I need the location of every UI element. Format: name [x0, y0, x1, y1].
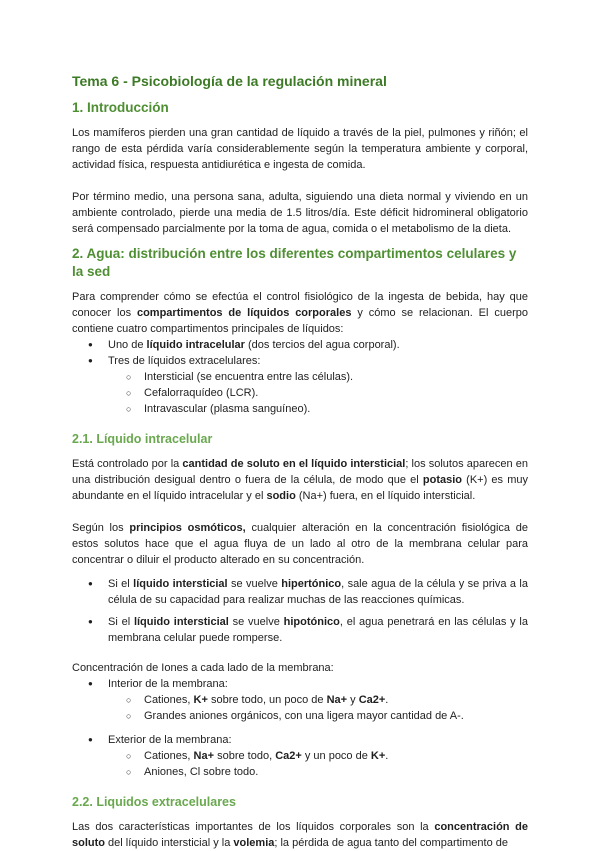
sub-list — [72, 748, 528, 780]
list-item: ● Exterior de la membrana: — [72, 732, 528, 748]
sub-list — [72, 692, 528, 724]
paragraph: Las dos características importantes de los líquidos corporales son la concentración de soluto del líquido intersticial y la volemia; la pérdida de agua tanto del compartimento de — [72, 821, 529, 849]
bullet-list — [72, 337, 528, 369]
paragraph: Por término medio, una persona sana, adulta, siguiendo una dieta normal y viviendo en un ambiente controlado, pierde una media de 1.5 litros/día. Este déficit hidromineral obligatorio será compensado parcialmente por la toma de agua, comida o el metabolismo de la dieta. — [72, 191, 528, 235]
list-item: ● Si el líquido intersticial se vuelve hipertónico, sale agua de la célula y se priva a la célula de su capacidad para realizar muchas de las reacciones químicas. — [72, 576, 528, 608]
subsection-heading-extracelulares: 2.2. Liquidos extracelulares — [72, 795, 236, 809]
list-item: ○ Grandes aniones orgánicos, con una ligera mayor cantidad de A-. — [72, 708, 528, 724]
sub-list — [72, 369, 528, 417]
paragraph: Según los principios osmóticos, cualquier alteración en la concentración fisiológica de estos solutos hace que el agua fluya de un lado al otro de la membrana celular para concentrar o diluir el producto alterado en su concentración. — [72, 522, 529, 566]
bullet-list — [72, 732, 528, 748]
list-item: ● Si el líquido intersticial se vuelve hipotónico, el agua penetrará en las células y la membrana celular puede romperse. — [72, 614, 528, 646]
subsection-heading-intracelular: 2.1. Líquido intracelular — [72, 432, 213, 446]
list-item: ○ Cefalorraquídeo (LCR). — [72, 385, 528, 401]
bullet-list — [72, 676, 528, 692]
paragraph: Para comprender cómo se efectúa el control fisiológico de la ingesta de bebida, hay que conocer los compartimentos de líquidos corporales y cómo se relacionan. El cuerpo contiene cuatro compartimentos principales de líquidos: — [72, 291, 528, 335]
list-item: ○ Aniones, Cl sobre todo. — [72, 764, 528, 780]
paragraph: Concentración de Iones a cada lado de la membrana: — [72, 662, 334, 674]
list-item: ● Tres de líquidos extracelulares: — [72, 353, 528, 369]
paragraph: Los mamíferos pierden una gran cantidad de líquido a través de la piel, pulmones y riñón; el rango de esta pérdida varía considerablemente según la temperatura ambiente y corporal, actividad física, respuesta antidiurética e ingesta de comida. — [72, 127, 528, 171]
list-item: ● Interior de la membrana: — [72, 676, 528, 692]
document-page — [72, 72, 528, 851]
list-item: ○ Cationes, Na+ sobre todo, Ca2+ y un poco de K+. — [72, 748, 528, 764]
list-item: ○ Cationes, K+ sobre todo, un poco de Na+ y Ca2+. — [72, 692, 528, 708]
document-title: Tema 6 - Psicobiología de la regulación mineral — [72, 73, 387, 89]
list-item: ○ Intersticial (se encuentra entre las células). — [72, 369, 528, 385]
list-item: ● Uno de líquido intracelular (dos tercios del agua corporal). — [72, 337, 528, 353]
section-heading-agua: 2. Agua: distribución entre los diferentes compartimentos celulares y la sed — [72, 246, 517, 279]
list-item: ○ Intravascular (plasma sanguíneo). — [72, 401, 528, 417]
paragraph: Está controlado por la cantidad de soluto en el líquido intersticial; los solutos aparecen en una distribución desigual dentro o fuera de la célula, de modo que el potasio (K+) es muy abundante en el líquido intracelular y el sodio (Na+) fuera, en el líquido intersticial. — [72, 458, 529, 502]
bullet-list — [72, 576, 528, 646]
section-heading-introduccion: 1. Introducción — [72, 100, 169, 115]
